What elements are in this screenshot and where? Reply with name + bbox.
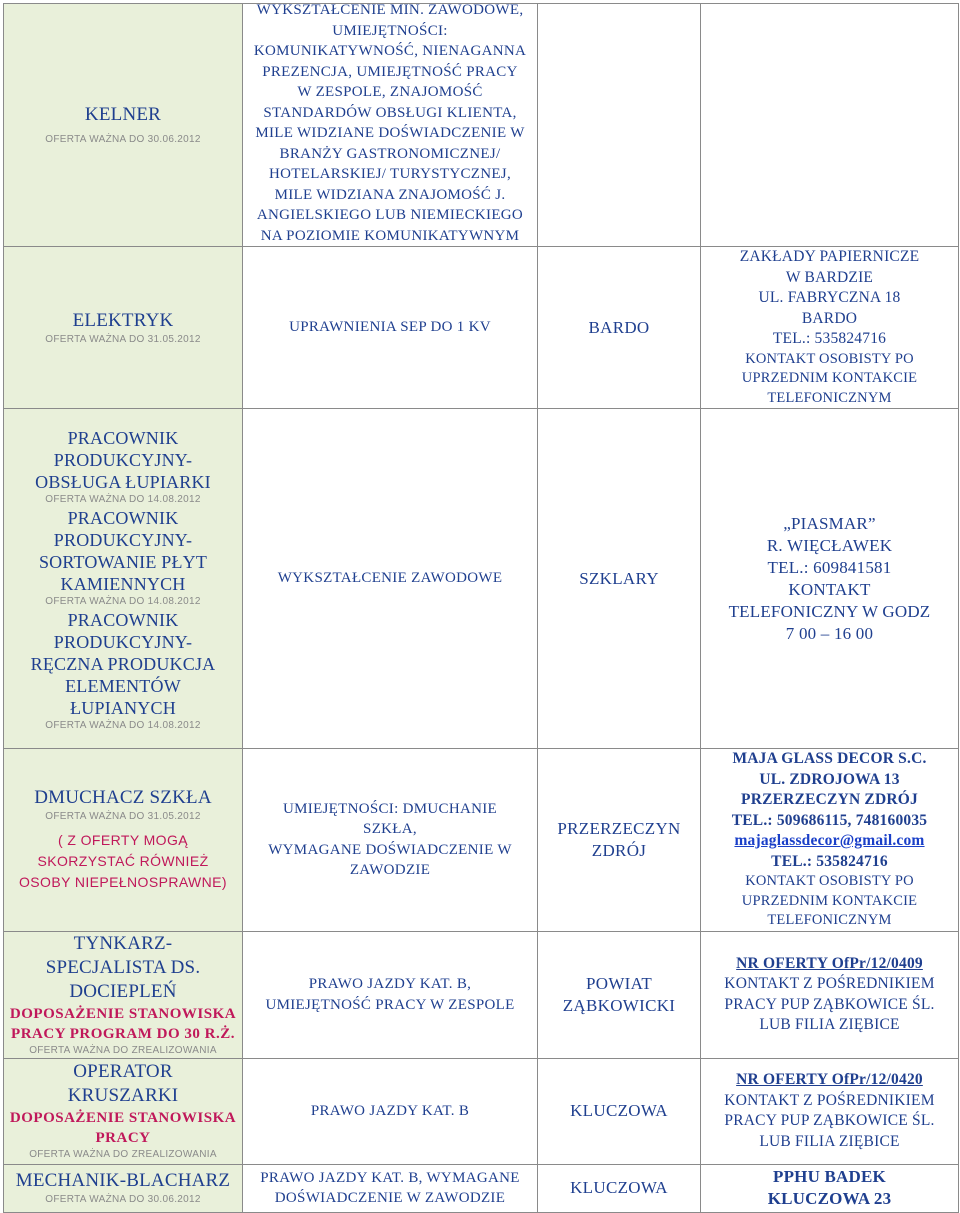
requirement-line: STANDARDÓW OBSŁUGI KLIENTA, — [263, 104, 517, 121]
requirement-line: DOŚWIADCZENIE W ZAWODZIE — [274, 1190, 506, 1206]
program-line: DOPOSAŻENIE STANOWISKA — [9, 1005, 237, 1022]
job-title-line: ELEMENTÓW — [65, 675, 181, 696]
requirement-line: PRAWO JAZDY KAT. B, — [308, 976, 472, 992]
contact-line: TELEFONICZNYM — [767, 912, 892, 928]
job-title-line: PRODUKCYJNY- — [53, 529, 193, 550]
job-title-line: KAMIENNYCH — [60, 573, 186, 594]
table-row — [4, 247, 959, 409]
job-title-line: DOCIEPLEŃ — [69, 980, 177, 1002]
job-title-line: OBSŁUGA ŁUPIARKI — [35, 471, 211, 492]
job-block — [4, 507, 242, 609]
requirement-line: HOTELARSKIEJ/ TURYSTYCZNEJ, — [269, 166, 511, 182]
contact-line: PRZERZECZYN ZDRÓJ — [741, 791, 918, 808]
requirements-cell — [243, 1058, 538, 1164]
contact-cell — [701, 1058, 959, 1164]
contact-line: UL. ZDROJOWA 13 — [759, 770, 900, 788]
email-link[interactable]: majaglassdecor@gmail.com — [734, 832, 925, 849]
requirement-line: NA POZIOMIE KOMUNIKATYWNYM — [260, 227, 520, 244]
note-line: ( Z OFERTY MOGĄ — [58, 832, 188, 849]
job-title: MECHANIK-BLACHARZ — [15, 1170, 231, 1191]
validity-date: OFERTA WAŻNA DO 31.05.2012 — [45, 333, 201, 345]
job-title-line: SORTOWANIE PŁYT — [38, 551, 208, 572]
requirement-line: ZAWODZIE — [349, 862, 431, 879]
job-title: ELEKTRYK — [72, 309, 174, 331]
job-title-cell — [4, 749, 243, 932]
contact-line: KONTAKT OSOBISTY PO — [745, 873, 914, 889]
validity-date: OFERTA WAŻNA DO 14.08.2012 — [45, 719, 201, 731]
requirement-line: UMIEJĘTNOŚCI: DMUCHANIE — [283, 800, 497, 817]
table-row — [4, 749, 959, 932]
job-title-line: OPERATOR — [73, 1061, 173, 1082]
contact-cell — [701, 409, 959, 749]
requirement-line: W ZESPOLE, ZNAJOMOŚĆ — [297, 84, 483, 100]
validity-date: OFERTA WAŻNA DO 30.06.2012 — [45, 1194, 201, 1205]
job-title-cell — [4, 409, 243, 749]
contact-cell — [701, 931, 959, 1058]
contact-line: „PIASMAR” — [783, 513, 876, 533]
job-title-line: TYNKARZ- — [73, 932, 173, 954]
workplace: SZKLARY — [579, 568, 659, 588]
job-block — [4, 609, 242, 733]
program-line: PRACY — [95, 1130, 151, 1146]
contact-line: 7 00 – 16 00 — [785, 623, 874, 643]
validity-date: OFERTA WAŻNA DO ZREALIZOWANIA — [29, 1044, 217, 1056]
contact-line: UPRZEDNIM KONTAKCIE — [741, 892, 918, 909]
offer-number: NR OFERTY OfPr/12/0409 — [736, 954, 923, 972]
requirement-line: ANGIELSKIEGO LUB NIEMIECKIEGO — [256, 207, 524, 223]
contact-line: KONTAKT Z POŚREDNIKIEM — [724, 975, 935, 992]
requirement-line: UMIEJĘTNOŚĆ PRACY W ZESPOLE — [265, 996, 515, 1013]
place-cell — [538, 749, 701, 932]
workplace: KLUCZOWA — [570, 1178, 668, 1197]
table-row — [4, 1164, 959, 1212]
contact-line: KONTAKT Z POŚREDNIKIEM — [724, 1091, 935, 1109]
note-line: SKORZYSTAĆ RÓWNIEŻ — [37, 853, 209, 870]
validity-date: OFERTA WAŻNA DO 14.08.2012 — [45, 595, 201, 607]
requirements-cell — [243, 931, 538, 1058]
requirements-cell — [243, 4, 538, 247]
contact-line: UL. FABRYCZNA 18 — [758, 289, 901, 306]
job-title-line: RĘCZNA PRODUKCJA — [30, 653, 216, 674]
requirement-line: KOMUNIKATYWNOŚĆ, NIENAGANNA — [253, 43, 527, 59]
table-row — [4, 4, 959, 247]
requirement-line: WYKSZTAŁCENIE MIN. ZAWODOWE, — [256, 2, 524, 18]
job-title-line: PRACOWNIK — [67, 507, 179, 528]
contact-line: TELEFONICZNY W GODZ — [728, 601, 931, 621]
job-title-cell — [4, 1164, 243, 1212]
contact-line: PPHU BADEK — [773, 1167, 886, 1186]
workplace: KLUCZOWA — [570, 1101, 668, 1120]
requirement-line: SZKŁA, — [363, 821, 417, 838]
place-cell — [538, 1164, 701, 1212]
contact-line: LUB FILIA ZIĘBICE — [759, 1016, 900, 1033]
job-title-line: PRODUKCYJNY- — [53, 631, 193, 652]
note-line: OSOBY NIEPEŁNOSPRAWNE) — [19, 874, 227, 891]
contact-line: TEL.: 535824716 — [771, 852, 888, 870]
contact-cell — [701, 247, 959, 409]
contact-line: BARDO — [801, 309, 858, 327]
requirements-cell — [243, 409, 538, 749]
requirements-cell — [243, 749, 538, 932]
requirement-line: WYMAGANE DOŚWIADCZENIE W — [268, 841, 512, 858]
job-title: DMUCHACZ SZKŁA — [34, 787, 212, 809]
contact-line: ZAKŁADY PAPIERNICZE — [739, 248, 920, 265]
contact-line: TELEFONICZNYM — [767, 389, 892, 406]
place-cell — [538, 247, 701, 409]
table-row — [4, 931, 959, 1058]
validity-date: OFERTA WAŻNA DO ZREALIZOWANIA — [29, 1149, 217, 1160]
requirement-line: MILE WIDZIANA ZNAJOMOŚĆ J. — [274, 186, 506, 203]
job-title-cell — [4, 4, 243, 247]
job-title-line: PRACOWNIK — [67, 427, 179, 448]
job-title-cell — [4, 247, 243, 409]
contact-line: R. WIĘCŁAWEK — [766, 535, 893, 555]
place-cell — [538, 1058, 701, 1164]
contact-line: KLUCZOWA 23 — [767, 1189, 892, 1208]
job-title-cell — [4, 1058, 243, 1164]
job-title-cell — [4, 931, 243, 1058]
contact-line: PRACY PUP ZĄBKOWICE ŚL. — [724, 995, 935, 1013]
contact-line: LUB FILIA ZIĘBICE — [759, 1132, 900, 1150]
job-title-line: PRODUKCYJNY- — [53, 449, 193, 470]
table-row — [4, 409, 959, 749]
requirements-cell — [243, 247, 538, 409]
requirement-line: PRAWO JAZDY KAT. B, WYMAGANE — [260, 1169, 520, 1186]
validity-date: OFERTA WAŻNA DO 31.05.2012 — [45, 811, 201, 823]
program-line: DOPOSAŻENIE STANOWISKA — [9, 1110, 237, 1126]
contact-company: MAJA GLASS DECOR S.C. — [732, 750, 927, 767]
contact-line: PRACY PUP ZĄBKOWICE ŚL. — [724, 1112, 935, 1129]
contact-line: UPRZEDNIM KONTAKCIE — [741, 370, 918, 386]
job-offers-table — [3, 3, 959, 1213]
job-title-line: PRACOWNIK — [67, 609, 179, 630]
requirement-line: WYKSZTAŁCENIE ZAWODOWE — [277, 570, 503, 587]
contact-line: TEL.: 535824716 — [772, 330, 887, 347]
place-cell — [538, 931, 701, 1058]
validity-date: OFERTA WAŻNA DO 30.06.2012 — [45, 134, 201, 145]
job-title: KELNER — [84, 104, 162, 125]
place-cell — [538, 409, 701, 749]
table-row — [4, 1058, 959, 1164]
contact-cell — [701, 1164, 959, 1212]
contact-line: TEL.: 609841581 — [767, 557, 892, 577]
requirement-line: UPRAWNIENIA SEP DO 1 KV — [289, 319, 491, 336]
contact-line: KONTAKT — [788, 579, 871, 599]
workplace: ZDRÓJ — [591, 840, 647, 860]
offer-number: NR OFERTY OfPr/12/0420 — [736, 1071, 923, 1088]
job-title-line: ŁUPIANYCH — [70, 697, 176, 718]
requirement-line: MILE WIDZIANE DOŚWIADCZENIE W — [255, 125, 525, 141]
contact-line: W BARDZIE — [785, 268, 874, 286]
requirement-line: PREZENCJA, UMIEJĘTNOŚĆ PRACY — [262, 63, 518, 80]
contact-line: KONTAKT OSOBISTY PO — [745, 350, 914, 367]
workplace: PRZERZECZYN — [557, 818, 681, 838]
job-title-line: KRUSZARKI — [67, 1085, 179, 1106]
contact-cell — [701, 749, 959, 932]
requirement-line: BRANŻY GASTRONOMICZNEJ/ — [279, 145, 501, 162]
job-title-line: SPECJALISTA DS. — [45, 956, 201, 978]
requirement-line: UMIEJĘTNOŚCI: — [332, 22, 448, 39]
workplace: ZĄBKOWICKI — [562, 995, 676, 1015]
job-block — [4, 425, 242, 507]
contact-line: TEL.: 509686115, 748160035 — [731, 811, 928, 829]
workplace: POWIAT — [585, 973, 652, 993]
place-cell — [538, 4, 701, 247]
requirement-line: PRAWO JAZDY KAT. B — [310, 1102, 470, 1119]
requirements-cell — [243, 1164, 538, 1212]
workplace: BARDO — [588, 317, 650, 337]
program-line: PRACY PROGRAM DO 30 R.Ż. — [11, 1025, 235, 1042]
validity-date: OFERTA WAŻNA DO 14.08.2012 — [45, 493, 201, 505]
contact-cell — [701, 4, 959, 247]
